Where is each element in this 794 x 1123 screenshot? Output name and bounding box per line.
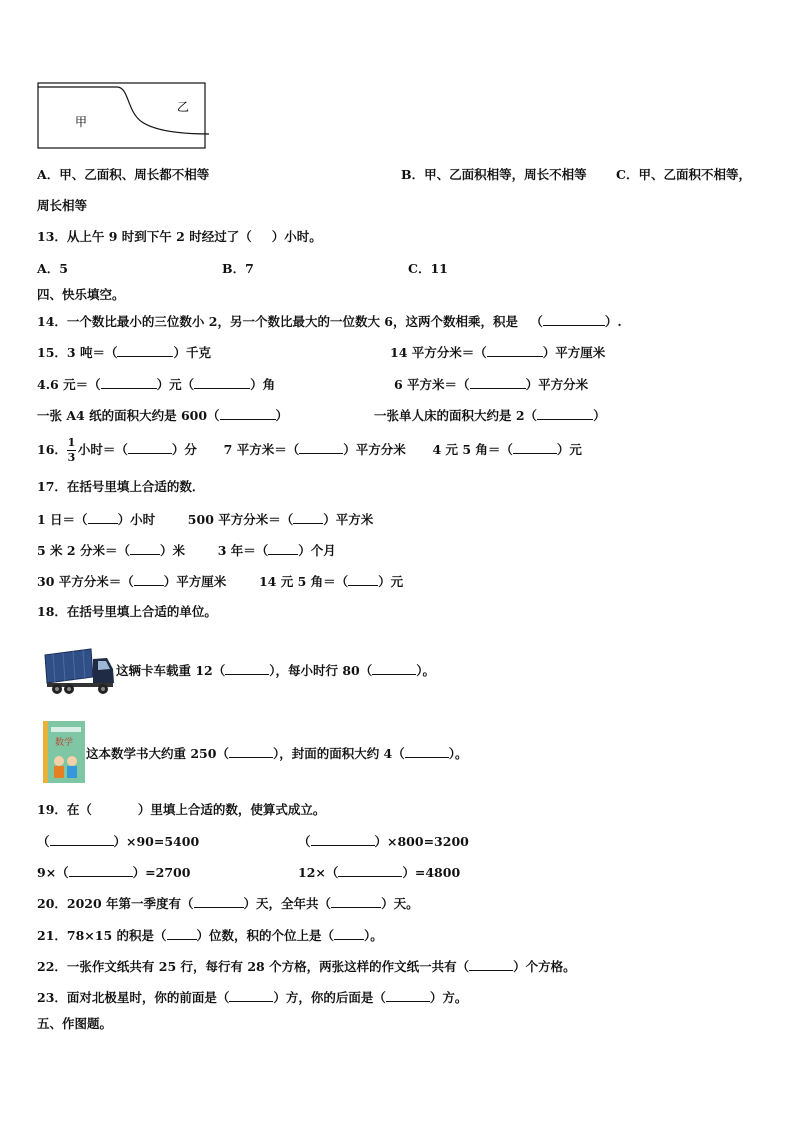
answer-blank[interactable]	[311, 833, 375, 846]
answer-blank[interactable]	[348, 573, 378, 586]
q13-stem: 13．从上午 9 时到下午 2 时经过了（ ）小时。	[37, 229, 322, 244]
q15-row3-a: 一张 A4 纸的面积大约是 600（ ）	[37, 408, 289, 423]
answer-blank[interactable]	[537, 407, 593, 420]
answer-blank[interactable]	[167, 927, 197, 940]
answer-blank[interactable]	[543, 313, 605, 326]
q13-option-b: B．7	[222, 261, 254, 276]
answer-blank[interactable]	[405, 745, 449, 758]
section-heading-5: 五、作图题。	[37, 1016, 113, 1031]
book-cover-title: 数学	[55, 738, 74, 748]
label-jia: 甲	[75, 115, 88, 129]
area-comparison-figure	[37, 82, 212, 150]
q15-row1-b: 14 平方分米＝（ ）平方厘米	[390, 345, 606, 360]
q18-stem: 18．在括号里填上合适的单位。	[37, 604, 217, 619]
answer-blank[interactable]	[88, 511, 118, 524]
q13-option-a: A．5	[37, 261, 68, 276]
answer-blank[interactable]	[225, 662, 269, 675]
answer-blank[interactable]	[338, 864, 402, 877]
q14: 14．一个数比最小的三位数小 2，另一个数比最大的一位数大 6，这两个数相乘，积是 （ ）.	[37, 314, 622, 329]
answer-blank[interactable]	[334, 927, 364, 940]
q21: 21．78×15 的积是（ ）位数，积的个位上是（ ）。	[37, 928, 383, 943]
answer-blank[interactable]	[134, 573, 164, 586]
q12-option-c-cont: 周长相等	[37, 198, 88, 213]
q16: 16． $\frac{1}{3}$ 小时＝（ ）分 7 平方米＝（ ）平方分米 4 元 5 角＝（ ）元	[37, 436, 582, 464]
q17-row1: 1 日＝（ ）小时 500 平方分米＝（ ）平方米	[37, 512, 374, 527]
answer-blank[interactable]	[268, 542, 298, 555]
answer-blank[interactable]	[229, 745, 273, 758]
q19-stem: 19．在（ ）里填上合适的数，使算式成立。	[37, 802, 326, 817]
q17-row3: 30 平方分米＝（ ）平方厘米 14 元 5 角＝（ ）元	[37, 574, 404, 589]
label-yi: 乙	[177, 100, 190, 114]
answer-blank[interactable]	[299, 441, 343, 454]
answer-blank[interactable]	[194, 376, 250, 389]
math-book-icon	[43, 721, 85, 783]
q22: 22．一张作文纸共有 25 行，每行有 28 个方格，两张这样的作文纸一共有（ ）个方格。	[37, 959, 576, 974]
q19-row1-a: （ ）×90=5400	[37, 834, 200, 849]
q19-row1-b: （ ）×800=3200	[298, 834, 469, 849]
answer-blank[interactable]	[229, 989, 273, 1002]
answer-blank[interactable]	[372, 662, 416, 675]
truck-icon	[43, 645, 117, 695]
answer-blank[interactable]	[101, 376, 157, 389]
answer-blank[interactable]	[293, 511, 323, 524]
q17-stem: 17．在括号里填上合适的数．	[37, 479, 205, 494]
q15-row1-a: 15．3 吨＝（ ）千克	[37, 345, 211, 360]
q12-option-a: A．甲、乙面积、周长都不相等	[37, 167, 210, 182]
q23: 23．面对北极星时，你的前面是（ ）方，你的后面是（ ）方。	[37, 990, 468, 1005]
q12-option-c: C．甲、乙面积不相等，	[616, 167, 751, 182]
q20: 20．2020 年第一季度有（ ）天，全年共（ ）天。	[37, 896, 419, 911]
q19-row2-b: 12×（ ）=4800	[298, 865, 461, 880]
fraction-one-third: $\frac{1}{3}$	[67, 436, 76, 464]
q15-row2-b: 6 平方米＝（ ）平方分米	[394, 377, 589, 392]
q17-row2: 5 米 2 分米＝（ ）米 3 年＝（ ）个月	[37, 543, 336, 558]
q12-option-b: B．甲、乙面积相等，周长不相等	[401, 167, 587, 182]
q15-row2-a: 4.6 元＝（ ）元（ ）角	[37, 377, 276, 392]
answer-blank[interactable]	[469, 958, 513, 971]
answer-blank[interactable]	[386, 989, 430, 1002]
answer-blank[interactable]	[487, 344, 543, 357]
answer-blank[interactable]	[128, 441, 172, 454]
answer-blank[interactable]	[220, 407, 276, 420]
answer-blank[interactable]	[194, 895, 244, 908]
answer-blank[interactable]	[69, 864, 133, 877]
answer-blank[interactable]	[50, 833, 114, 846]
q13-option-c: C．11	[408, 261, 448, 276]
answer-blank[interactable]	[130, 542, 160, 555]
q18-truck-line: 这辆卡车载重 12（ ），每小时行 80（ ）。	[116, 663, 436, 678]
answer-blank[interactable]	[513, 441, 557, 454]
q18-book-line: 这本数学书大约重 250（ ），封面的面积大约 4（ ）。	[86, 746, 468, 761]
answer-blank[interactable]	[470, 376, 526, 389]
section-heading-4: 四、快乐填空。	[37, 287, 125, 302]
answer-blank[interactable]	[117, 344, 173, 357]
q19-row2-a: 9×（ ）=2700	[37, 865, 191, 880]
answer-blank[interactable]	[331, 895, 381, 908]
q15-row3-b: 一张单人床的面积大约是 2（ ）	[374, 408, 606, 423]
